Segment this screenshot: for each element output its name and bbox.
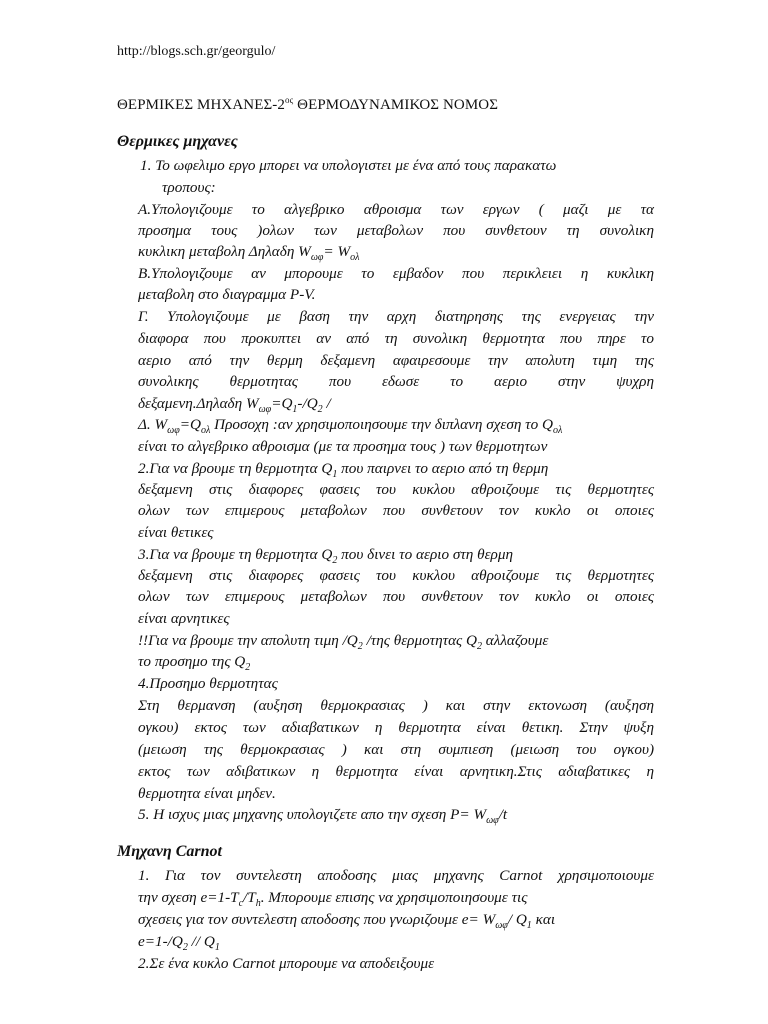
line-frag: που παιρνει το αεριο από τη θερμη <box>337 460 549 477</box>
sub-2: 2 <box>476 641 482 653</box>
sub-1: 1 <box>292 404 298 416</box>
text-line <box>138 933 654 953</box>
sub-ol: ολ <box>350 252 360 264</box>
text-line <box>138 806 654 826</box>
text-line: Γ. Υπολογιζουμε με βαση την αρχη διατηρησης της ενεργειας την <box>138 308 654 325</box>
text-line: Στη θερμανση (αυξηση θερμοκρασιας ) και στην εκτονωση (αυξηση <box>138 697 654 714</box>
line-frag: 3.Για να βρουμε τη θερμοτητα Q <box>138 546 333 563</box>
text-line <box>138 416 654 436</box>
line-frag: 2.Για να βρουμε τη θερμοτητα Q <box>138 460 333 477</box>
line-frag: !!Για να βρουμε την απολυτη τιμη /Q <box>138 632 358 649</box>
text-line: συνολικης θερμοτητας που εδωσε το αεριο στην ψυχρη <box>138 373 654 390</box>
text-line: θερμοτητα είναι μηδεν. <box>138 785 276 802</box>
text-line: μεταβολη στο διαγραμμα P-V. <box>138 286 316 303</box>
line-frag: = W <box>323 243 351 260</box>
line-frag: που δινει το αεριο στη θερμη <box>337 546 513 563</box>
blog-url[interactable]: http://blogs.sch.gr/georgulo/ <box>117 44 276 59</box>
section-heading-thermal-engines: Θερμικες μηχανες <box>117 133 238 150</box>
text-line: 1. Για τον συντελεστη αποδοσης μιας μηχανης Carnot χρησιμοποιουμε <box>138 867 654 884</box>
title-sup: ος <box>285 95 294 105</box>
line-frag: /T <box>243 889 256 906</box>
sub-1: 1 <box>332 469 338 481</box>
text-line <box>138 395 654 415</box>
text-line: δεξαμενη στις διαφορες φασεις του κυκλου αθροιζουμε τις θερμοτητες <box>138 481 654 498</box>
line-frag: / <box>187 933 196 950</box>
sub-1: 1 <box>214 942 220 954</box>
text-line: 1. Το ωφελιμο εργο μπορει να υπολογιστει με ένα από τους παρακατω <box>140 157 557 174</box>
sub-wof: ωφ <box>310 252 324 264</box>
title-main: ΘΕΡΜΙΚΕΣ ΜΗΧΑΝΕΣ-2 <box>117 97 286 113</box>
sub-2: 2 <box>357 641 363 653</box>
sub-ol: ολ <box>552 425 563 437</box>
text-line: είναι θετικες <box>138 524 214 541</box>
sub-wof: ωφ <box>495 920 508 932</box>
text-line <box>138 653 654 673</box>
line-frag: το προσημο της Q <box>138 653 246 670</box>
text-line: δεξαμενη στις διαφορες φασεις του κυκλου αθροιζουμε τις θερμοτητες <box>138 567 654 584</box>
line-frag: 5. Η ισχυς μιας μηχανης υπολογιζετε απο την σχεση P= W <box>138 806 487 823</box>
sub-1: 1 <box>526 920 532 932</box>
line-frag: / <box>322 395 331 412</box>
line-frag: /t <box>498 806 508 823</box>
section-heading-carnot: Μηχανη Carnot <box>117 843 222 860</box>
text-line: τροπους: <box>162 179 216 196</box>
text-line: αεριο από την θερμη δεξαμενη αφαιρεσουμε την απολυτη τιμη της <box>138 352 654 369</box>
text-line <box>138 889 654 909</box>
title-rest: ΘΕΡΜΟΔΥΝΑΜΙΚΟΣ ΝΟΜΟΣ <box>293 97 499 113</box>
text-line: προσημα τους )ολων των μεταβολων που συνθετουν τη συνολικη <box>138 222 654 239</box>
line-frag: e=1-/Q <box>138 933 183 950</box>
line-frag: την σχεση e=1-T <box>138 889 239 906</box>
line-frag: και <box>531 911 556 928</box>
line-frag: / Q <box>195 933 215 950</box>
sub-ol: ολ <box>200 425 211 437</box>
line-frag: /της θερμοτητας Q <box>362 632 477 649</box>
line-frag: . Μπορουμε επισης να χρησιμοποιησουμε τις <box>260 889 528 906</box>
line-frag: αλλαζουμε <box>481 632 549 649</box>
line-frag: =Q <box>179 416 201 433</box>
text-line <box>138 546 654 566</box>
sub-wof: ωφ <box>258 404 272 416</box>
sub-2: 2 <box>245 662 251 674</box>
text-line: Α.Υπολογιζουμε το αλγεβρικο αθροισμα των εργων ( μαζι με τα <box>138 201 654 218</box>
text-line <box>138 911 654 931</box>
sub-2: 2 <box>182 942 188 954</box>
text-line: διαφορα που προκυπτει αν από τη συνολικη θερμοτητα που πηρε το <box>138 330 654 347</box>
text-line <box>138 460 654 480</box>
text-line: ολων των επιμερους μεταβολων που συνθετουν τον κυκλο οι οποιες <box>138 588 654 605</box>
text-line: ογκου) εκτος των αδιαβατικων η θερμοτητα είναι θετικη. Στην ψυξη <box>138 719 654 736</box>
line-frag: Προσοχη :αν χρησιμοποιησουμε την διπλανη σχεση το Q <box>210 416 553 433</box>
text-line: (μειωση της θερμοκρασιας ) και στη συμπιεση (μειωση του ογκου) <box>138 741 654 758</box>
line-frag: =Q <box>271 395 293 412</box>
line-frag: δεξαμενη.Δηλαδη W <box>138 395 259 412</box>
text-line: ολων των επιμερους μεταβολων που συνθετουν τον κυκλο οι οποιες <box>138 502 654 519</box>
text-line: εκτος των αδιβατικων η θερμοτητα είναι αρνητικη.Στις αδιαβατικες η <box>138 763 654 780</box>
line-frag: σχεσεις για τον συντελεστη αποδοσης που γνωριζουμε e= W <box>138 911 496 928</box>
sub-wof: ωφ <box>486 815 499 827</box>
line-frag: Δ. W <box>138 416 168 433</box>
sub-h: h <box>255 898 261 910</box>
text-line: 2.Σε ένα κυκλο Carnot μπορουμε να αποδειξουμε <box>138 955 435 972</box>
line-frag: κυκλικη μεταβολη Δηλαδη W <box>138 243 311 260</box>
sub-2: 2 <box>332 555 338 567</box>
sub-wof: ωφ <box>167 425 180 437</box>
sub-2: 2 <box>317 404 323 416</box>
text-line: 4.Προσημο θερμοτητας <box>138 675 278 692</box>
text-line: είναι το αλγεβρικο αθροισμα (με τα προσημα τους ) των θερμοτητων <box>138 438 548 455</box>
sub-c: c <box>238 898 244 910</box>
page-title <box>117 95 498 114</box>
text-line <box>138 243 654 263</box>
text-line: Β.Υπολογιζουμε αν μπορουμε το εμβαδον που περικλειει η κυκλικη <box>138 265 654 282</box>
text-line <box>138 632 654 652</box>
line-frag: -/Q <box>297 395 318 412</box>
text-line: είναι αρνητικες <box>138 610 230 627</box>
line-frag: / Q <box>507 911 527 928</box>
